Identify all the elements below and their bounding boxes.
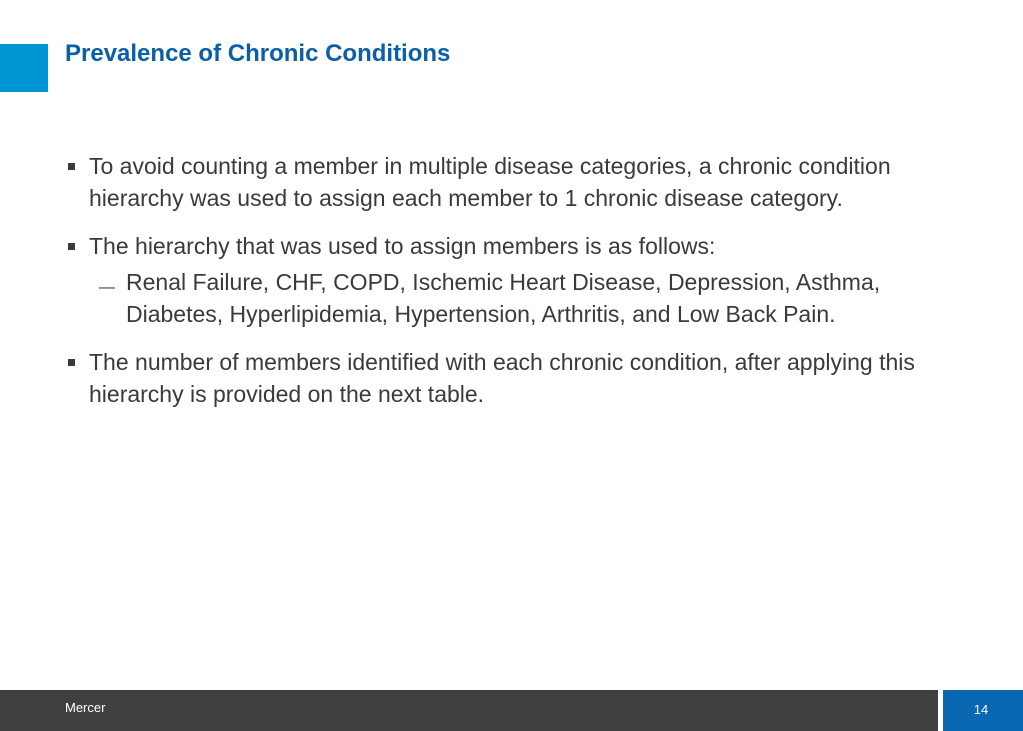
sub-bullet-text: Renal Failure, CHF, COPD, Ischemic Heart Disease, Depression, Asthma, Diabetes, Hyperlipidemia, Hypertension, Arthritis, and Low Back Pain. [126,269,881,327]
bullet-text: To avoid counting a member in multiple disease categories, a chronic condition hierarchy was used to assign each member to 1 chronic disease category. [89,153,891,211]
footer-brand: Mercer [65,700,106,715]
footer-bar [0,690,938,731]
slide-title: Prevalence of Chronic Conditions [65,40,451,67]
square-bullet-icon [68,359,75,366]
sub-bullet-item [89,266,944,330]
square-bullet-icon [68,163,75,170]
bullet-text: The number of members identified with each chronic condition, after applying this hierarchy is provided on the next table. [89,349,915,407]
title-accent-block [0,44,48,92]
bullet-item-1 [64,150,944,214]
sub-bullet-list [89,266,944,330]
bullet-text: The hierarchy that was used to assign members is as follows: [89,233,716,259]
bullet-item-2 [64,230,944,330]
dash-bullet-icon: — [99,279,115,296]
square-bullet-icon [68,243,75,250]
page-number-box [943,690,1023,731]
page-number: 14 [973,702,989,717]
bullet-list [64,150,944,426]
bullet-item-3 [64,346,944,410]
